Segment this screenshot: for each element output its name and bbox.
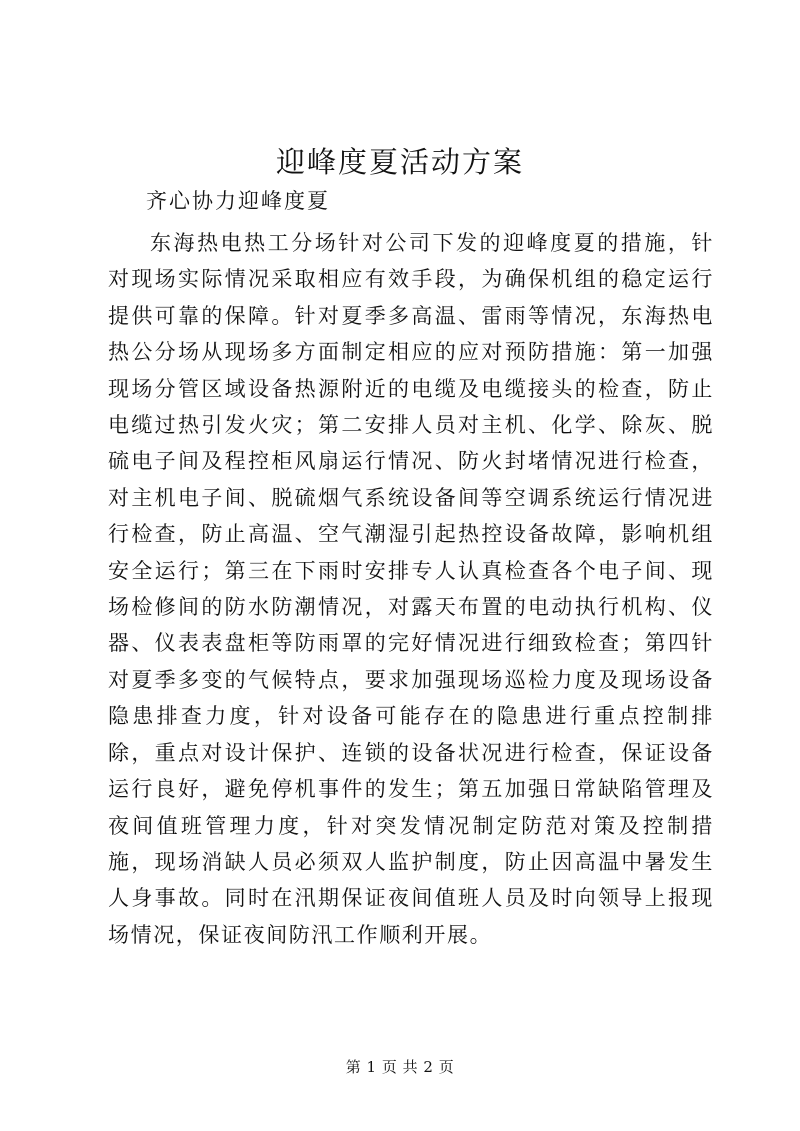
page-title: 迎峰度夏活动方案 — [275, 145, 524, 179]
page-number: 第 1 页 共 2 页 — [345, 1058, 455, 1076]
subtitle: 齐心协力迎峰度夏 — [146, 189, 330, 213]
body-paragraph: 东海热电热工分场针对公司下发的迎峰度夏的措施，针对现场实际情况采取相应有效手段，为确保机组的稳定运行提供可靠的保障。针对夏季多高温、雷雨等情况，东海热电热公分场从现场多方面制定相应的应对预防措施：第一加强现场分管区域设备热源附近的电缆及电缆接头的检查，防止电缆过热引发火灾；第二安排人员对主机、化学、除灰、脱硫电子间及程控柜风扇运行情况、防火封堵情况进行检查，对主机电子间、脱硫烟气系统设备间等空调系统运行情况进行检查，防止高温、空气潮湿引起热控设备故障，影响机组安全运行；第三在下雨时安排专人认真检查各个电子间、现场检修间的防水防潮情况，对露天布置的电动执行机构、仪器、仪表表盘柜等防雨罩的完好情况进行细致检查；第四针对夏季多变的气候特点，要求加强现场巡检力度及现场设备隐患排查力度，针对设备可能存在的隐患进行重点控制排除，重点对设计保护、连锁的设备状况进行检查，保证设备运行良好，避免停机事件的发生；第五加强日常缺陷管理及夜间值班管理力度，针对突发情况制定防范对策及控制措施，现场消缺人员必须双人监护制度，防止因高温中暑发生人身事故。同时在汛期保证夜间值班人员及时向领导上报现场情况，保证夜间防汛工作顺利开展。 — [108, 231, 714, 947]
